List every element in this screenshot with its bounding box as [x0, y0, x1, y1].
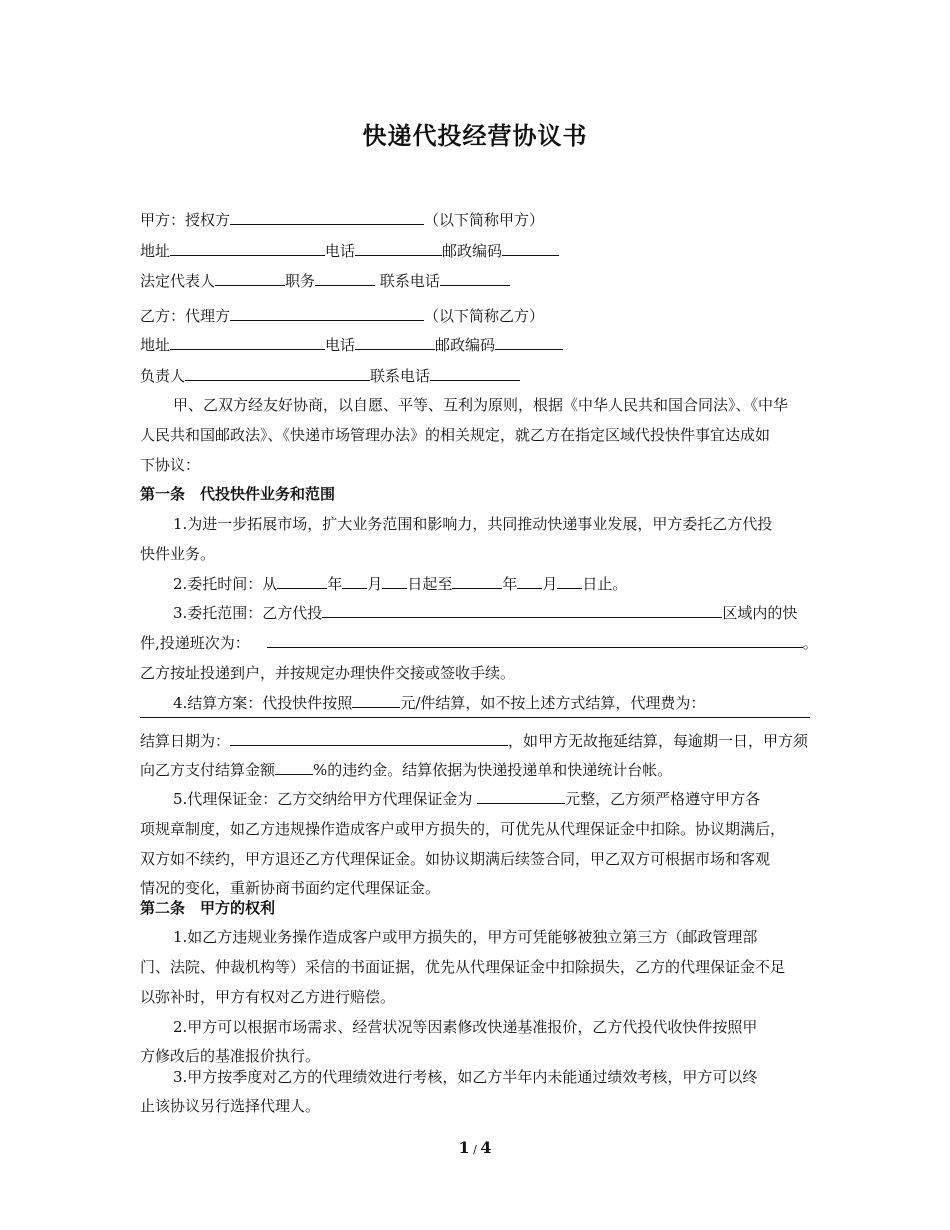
- delivery-shifts-blank[interactable]: [267, 630, 803, 648]
- party-a-position-blank[interactable]: [315, 268, 375, 286]
- deposit-amount-blank[interactable]: [477, 786, 565, 804]
- article-1-p1-line-1: 1.为进一步拓展市场，扩大业务范围和影响力，共同推动快递事业发展，甲方委托乙方代投: [173, 515, 773, 533]
- article-2-p1-line-2: 门、法院、仲裁机构等）采信的书面证据，优先从代理保证金中扣除损失，乙方的代理保证金不足: [140, 958, 786, 976]
- party-a-address-blank[interactable]: [170, 238, 325, 256]
- party-b-person-blank[interactable]: [185, 363, 370, 381]
- delivery-area-blank[interactable]: [322, 600, 722, 618]
- article-2-p2-line-1: 2.甲方可以根据市场需求、经营状况等因素修改快递基准报价，乙方代投代收快件按照甲: [173, 1018, 758, 1036]
- party-a-legal-rep-blank[interactable]: [215, 268, 285, 286]
- article-2-p3-line-2: 止该协议另行选择代理人。: [140, 1097, 321, 1115]
- article-1-p3-line-3: 乙方按址投递到户，并按规定办理快件交接或签收手续。: [140, 664, 516, 682]
- party-b-line: 乙方：代理方 （以下简称乙方）: [140, 301, 815, 332]
- article-2-p3-line-1: 3.甲方按季度对乙方的代理绩效进行考核，如乙方半年内未能通过绩效考核，甲方可以终: [173, 1068, 758, 1086]
- article-2-p2-line-2: 方修改后的基准报价执行。: [140, 1047, 321, 1065]
- article-1-p2: 2.委托时间：从 年 月 日起至 年 月 日止。: [140, 569, 815, 600]
- article-1-p5-line-3: 双方如不续约，甲方退还乙方代理保证金。如协议期满后续签合同，甲乙双方可根据市场和客观: [140, 850, 771, 868]
- article-1-p4-line-2: 结算日期为： ，如甲方无故拖延结算，每逾期一日，甲方须: [140, 726, 815, 757]
- page-number: [0, 1138, 950, 1157]
- article-2-heading: 第二条 甲方的权利: [140, 899, 276, 917]
- intro-line-3: 下协议：: [140, 456, 201, 474]
- party-b-person-line: 负责人 联系电话: [140, 361, 815, 392]
- start-month-blank[interactable]: [342, 571, 367, 589]
- article-1-p3-line-1: 3.委托范围：乙方代投 区域内的快: [140, 598, 815, 629]
- party-a-phone-blank[interactable]: [355, 238, 442, 256]
- party-a-postcode-blank[interactable]: [502, 238, 559, 256]
- intro-line-1: 甲、乙双方经友好协商，以自愿、平等、互利为原则，根据《中华人民共和国合同法》、《中华: [173, 396, 789, 414]
- party-a-address-line: 地址 电话 邮政编码: [140, 236, 815, 267]
- party-b-postcode-blank[interactable]: [495, 332, 563, 350]
- total-pages: 4: [480, 1138, 492, 1157]
- start-year-blank[interactable]: [277, 571, 327, 589]
- agency-fee-blank[interactable]: [140, 717, 810, 718]
- party-b-phone-blank[interactable]: [355, 332, 435, 350]
- article-2-p1-line-1: 1.如乙方违规业务操作造成客户或甲方损失的，甲方可凭能够被独立第三方（邮政管理部: [173, 928, 758, 946]
- party-b-name-blank[interactable]: [230, 303, 424, 321]
- end-day-blank[interactable]: [557, 571, 582, 589]
- article-1-p3-line-2: 件,投递班次为： 。: [140, 628, 815, 659]
- article-1-p4-line-1: 4.结算方案：代投快件按照 元/件结算，如不按上述方式结算，代理费为：: [140, 688, 815, 719]
- end-year-blank[interactable]: [452, 571, 502, 589]
- article-1-p4-line-3: 向乙方支付结算金额 %的违约金。结算依据为快递投递单和快递统计台帐。: [140, 755, 815, 786]
- party-a-rep-line: 法定代表人 职务 联系电话: [140, 266, 815, 297]
- article-1-p5-line-2: 项规章制度，如乙方违规操作造成客户或甲方损失的，可优先从代理保证金中扣除。协议期满后，: [140, 820, 786, 838]
- document-title: 快递代投经营协议书: [362, 121, 588, 150]
- end-month-blank[interactable]: [517, 571, 542, 589]
- article-1-p1-line-2: 快件业务。: [140, 545, 216, 563]
- article-1-heading: 第一条 代投快件业务和范围: [140, 485, 336, 503]
- page-separator: /: [469, 1143, 481, 1156]
- settlement-date-blank[interactable]: [230, 728, 508, 746]
- article-1-p5-line-4: 情况的变化，重新协商书面约定代理保证金。: [140, 879, 441, 897]
- party-b-address-blank[interactable]: [170, 332, 325, 350]
- article-2-p1-line-3: 以弥补时，甲方有权对乙方进行赔偿。: [140, 988, 396, 1006]
- penalty-percent-blank[interactable]: [275, 757, 313, 775]
- party-a-contact-phone-blank[interactable]: [440, 268, 510, 286]
- current-page: 1: [458, 1138, 470, 1157]
- intro-line-2: 人民共和国邮政法》、《快递市场管理办法》的相关规定，就乙方在指定区域代投快件事宜达成如: [140, 426, 771, 444]
- party-b-contact-phone-blank[interactable]: [430, 363, 520, 381]
- rate-per-piece-blank[interactable]: [352, 690, 400, 708]
- party-a-name-blank[interactable]: [230, 207, 424, 225]
- article-1-p5-line-1: 5.代理保证金：乙方交纳给甲方代理保证金为 元整，乙方须严格遵守甲方各: [140, 784, 815, 815]
- start-day-blank[interactable]: [382, 571, 407, 589]
- party-b-address-line: 地址 电话 邮政编码: [140, 330, 815, 361]
- party-a-line: 甲方：授权方 （以下简称甲方）: [140, 205, 815, 236]
